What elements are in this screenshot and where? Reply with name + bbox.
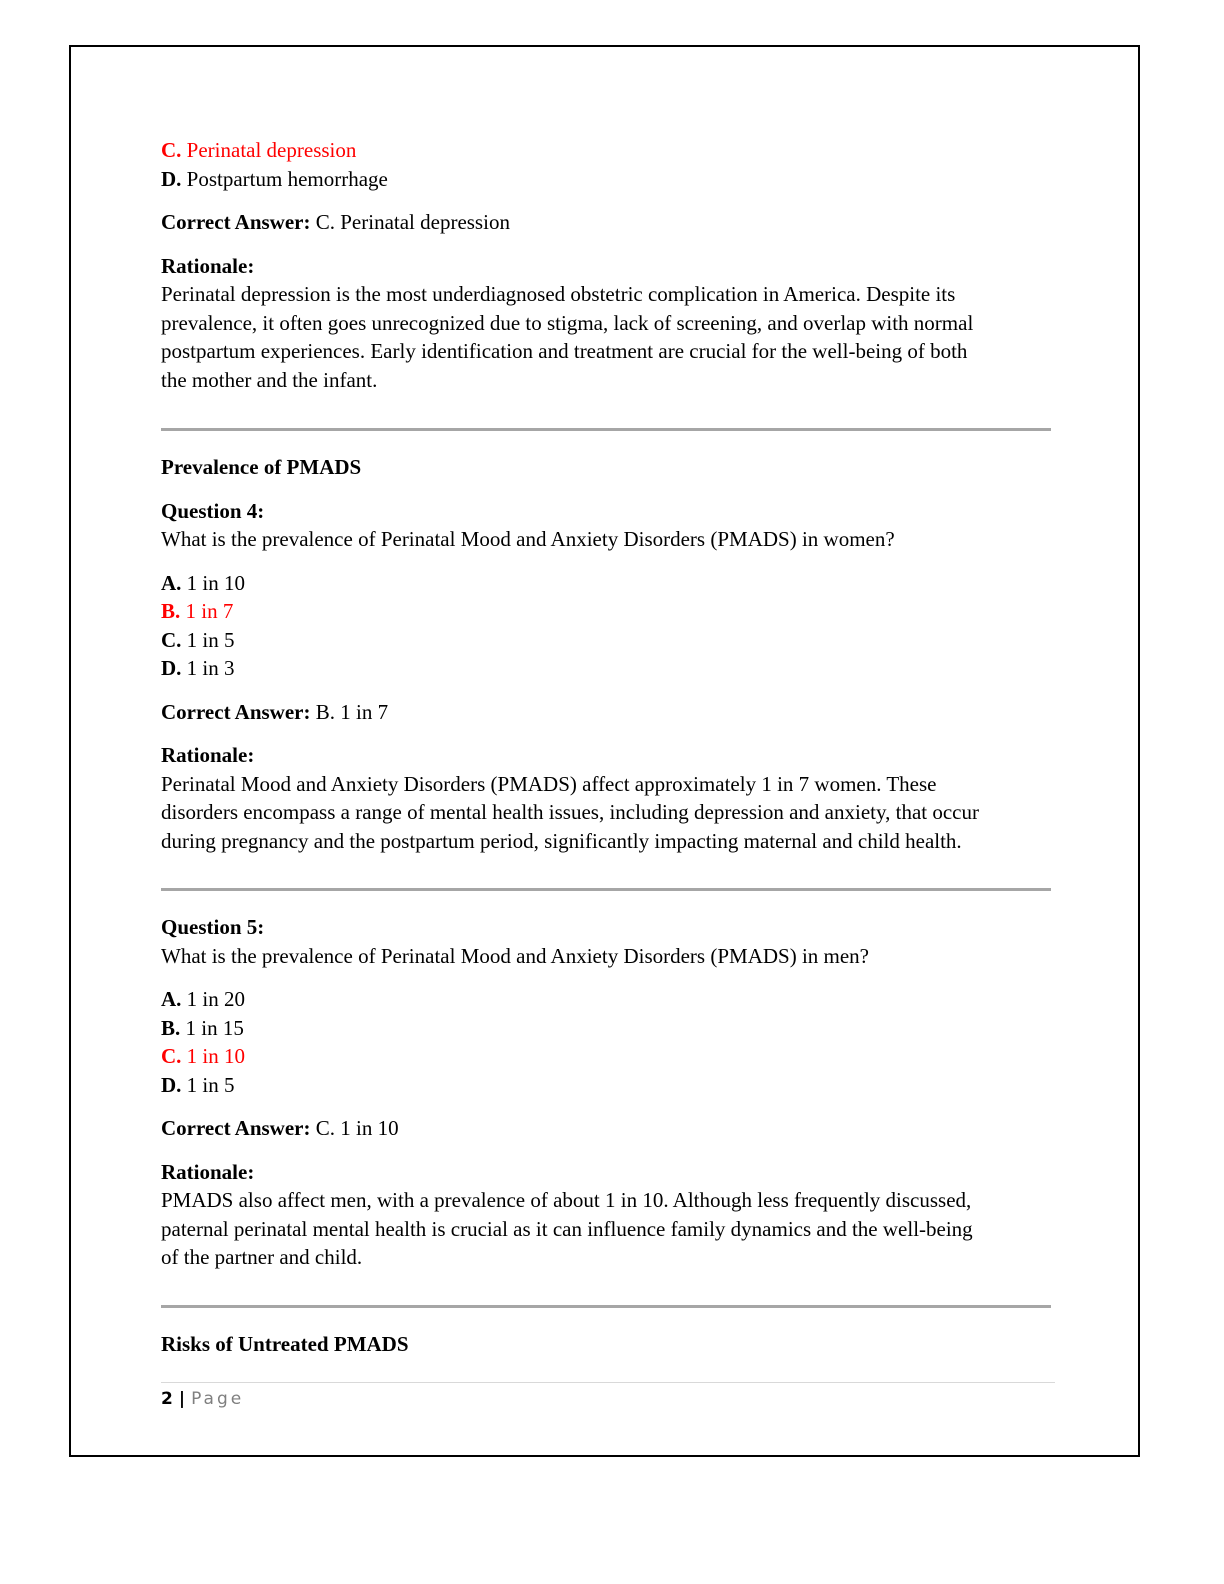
q3-option-c: C. Perinatal depression [161,138,357,162]
q5-rationale-label: Rationale: [161,1159,255,1184]
section-divider [161,428,1051,431]
section-title-risks: Risks of Untreated PMADS [161,1331,409,1356]
q5-option-c: C. 1 in 10 [161,1044,246,1068]
page-label: Page [191,1389,245,1409]
q5-option-b: B. 1 in 15 [161,1015,244,1040]
q5-question-text: What is the prevalence of Perinatal Mood and Anxiety Disorders (PMADS) in men? [161,943,870,968]
q4-question-text: What is the prevalence of Perinatal Mood and Anxiety Disorders (PMADS) in women? [161,527,895,551]
q4-correct-answer: Correct Answer: B. 1 in 7 [161,699,389,724]
q4-rationale-text: Perinatal Mood and Anxiety Disorders (PMADS) affect approximately 1 in 7 women. These disorders encompass a range of mental health issues, including depression and anxiety, that occur during pregnancy and the postpartum period, significantly impacting maternal and child health. [161,771,979,853]
q5-option-a: A. 1 in 20 [161,987,246,1011]
document-content [161,136,1053,1358]
section-title-prevalence: Prevalence of PMADS [161,455,362,479]
page-number: 2 [161,1389,173,1409]
q4-option-b: B. 1 in 7 [161,599,234,623]
q3-rationale-text: Perinatal depression is the most underdiagnosed obstetric complication in America. Despite its prevalence, it often goes unrecognized due to stigma, lack of screening, and overlap with normal postpartum experiences. Early identification and treatment are crucial for the well-being of both the mother and the infant. [161,282,974,392]
q3-correct-answer: Correct Answer: C. Perinatal depression [161,210,510,234]
q4-option-a: A. 1 in 10 [161,570,246,595]
q4-option-c: C. 1 in 5 [161,627,235,652]
q4-rationale-label: Rationale: [161,743,255,767]
footer-divider [161,1382,1055,1383]
page-footer [161,1388,244,1410]
q5-label: Question 5: [161,915,265,939]
section-divider [161,888,1051,891]
q5-options [161,985,1053,1099]
q3-option-d: D. Postpartum hemorrhage [161,166,388,191]
q3-rationale-label: Rationale: [161,253,255,278]
q4-options [161,569,1053,683]
q4-option-d: D. 1 in 3 [161,656,235,680]
q4-label: Question 4: [161,498,265,523]
section-divider [161,1305,1051,1308]
q5-correct-answer: Correct Answer: C. 1 in 10 [161,1116,399,1140]
q5-rationale-text: PMADS also affect men, with a prevalence of about 1 in 10. Although less frequently discussed, paternal perinatal mental health is crucial as it can influence family dynamics and the well-being of the partner and child. [161,1188,973,1269]
q5-option-d: D. 1 in 5 [161,1072,235,1097]
footer-separator: | [178,1389,186,1409]
q3-options [161,136,1053,193]
